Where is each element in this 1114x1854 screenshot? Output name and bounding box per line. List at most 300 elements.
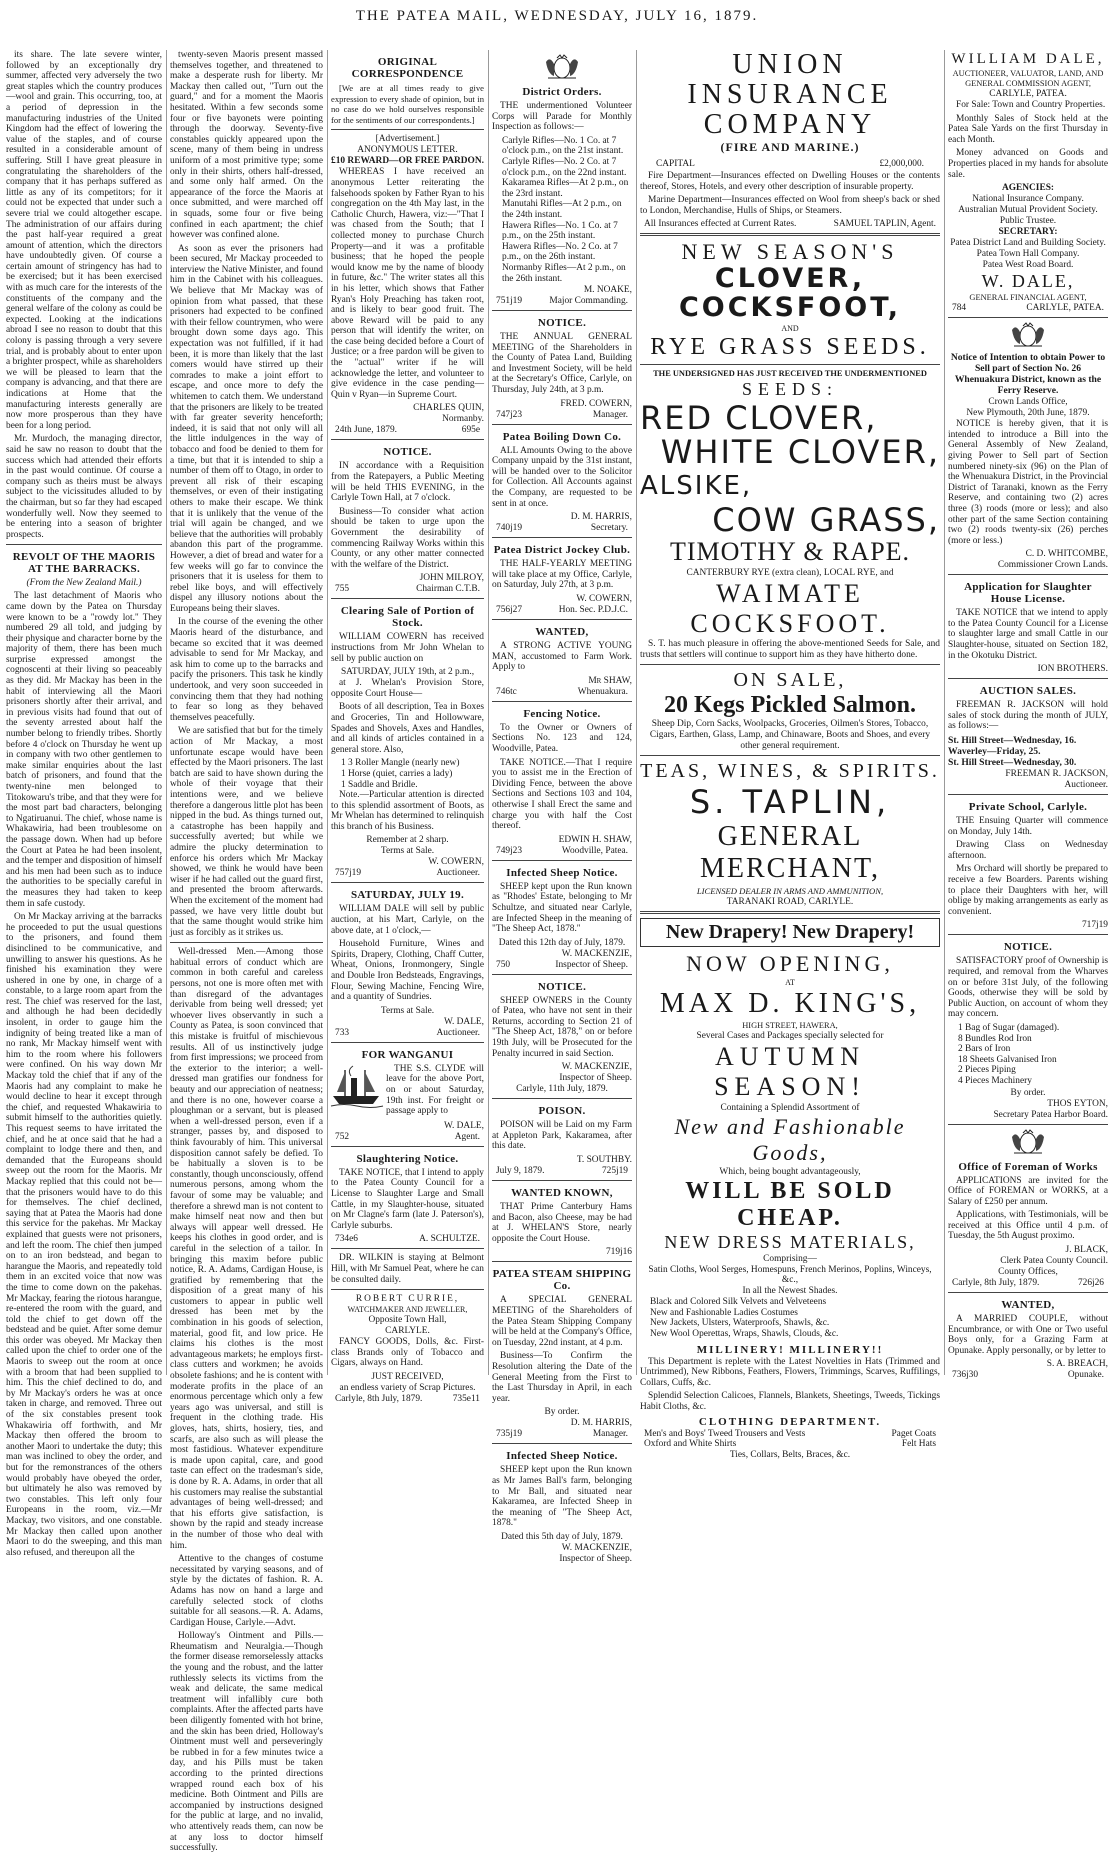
signature: FREEMAN R. JACKSON, (1005, 769, 1108, 780)
signature: W. MACKENZIE, (561, 1542, 632, 1553)
business-address: Opposite Town Hall, (368, 1315, 447, 1326)
list-item: 2 Bars of Iron (958, 1044, 1011, 1055)
display-line: AND (781, 324, 799, 334)
column-6 (946, 50, 1110, 1381)
ref-code: 751j19 (496, 296, 523, 307)
notice-body: THE undermentioned Volunteer Corps will Parade for Monthly Inspection as follows:— (492, 101, 632, 133)
ref-code: 740j19 (496, 523, 523, 534)
list-item: 18 Sheets Galvanised Iron (958, 1054, 1057, 1065)
list-item: National Insurance Company. (972, 194, 1084, 205)
notice-body: SATISFACTORY proof of Ownership is required, and removal from the Wharves on or before 31st July, of the following Goods, otherwise they will be sold by Public Auction, on account of whom they may concern. (948, 956, 1108, 1020)
divider (492, 310, 632, 311)
signature-title: Auctioneer. (436, 1027, 480, 1038)
display-line: NOW OPENING, (686, 951, 894, 977)
notice-heading: Slaughtering Notice. (356, 1152, 459, 1165)
display-line: CLOTHING DEPARTMENT. (698, 1415, 882, 1428)
divider (640, 233, 940, 236)
article-heading: REVOLT OF THE MAORIS AT THE BARRACKS. (12, 551, 156, 576)
insurance-agent: SAMUEL TAPLIN, Agent. (833, 219, 936, 230)
display-line: THE UNDERSIGNED HAS JUST RECEIVED THE UNDERMENTIONED (653, 369, 927, 379)
royal-crest-icon (1008, 322, 1048, 348)
display-line: NEW SEASON'S (681, 239, 899, 265)
signature-place: Woodville, Patea. (561, 845, 628, 856)
signature: W. MACKENZIE, (561, 948, 632, 959)
notice-body: Mrs Orchard will shortly be prepared to receive a few Boarders. Parents wishing to place their Daughters with her, will oblige by making arrangements as early as convenient. (948, 864, 1108, 917)
ref-code: 750 (496, 959, 511, 970)
notice-body: WILLIAM DALE will sell by public auction, at his Mart, Carlyle, on the above date, at 1 o'clock,— (331, 904, 484, 936)
merchant-name: S. TAPLIN, (689, 783, 891, 822)
signature: Mr SHAW, (588, 675, 632, 686)
display-line: HIGH STREET, HAWERA, (742, 1021, 838, 1031)
date: Carlyle, 8th July, 1879. (952, 1278, 1040, 1289)
column-rule (636, 50, 637, 1375)
divider (948, 794, 1108, 795)
divider (948, 1292, 1108, 1293)
divider (331, 1042, 484, 1043)
list-item: Australian Mutual Provident Society. (958, 205, 1098, 216)
ref-code: 726j26 (1077, 1278, 1104, 1289)
notice-body: THE HALF-YEARLY MEETING will take place at my Office, Carlyle, on Saturday, July 27th, at 3 p.m. (492, 559, 632, 591)
display-line: CANTERBURY RYE (extra clean), LOCAL RYE, and (686, 568, 894, 579)
list-item: Patea District Land and Building Society. (950, 238, 1106, 249)
divider (331, 598, 484, 599)
notice-heading: Notice of Intention to obtain Power to Sell part of Section No. 26 Whenuakura District, known as the Ferry Reserve. (950, 352, 1106, 397)
display-line: In all the Newest Shades. (742, 1286, 838, 1297)
notice-body: S. T. has much pleasure in offering the above-mentioned Seeds for Sale, and trusts that settlers will continue to support him as they have hitherto done. (640, 639, 940, 660)
sale-date: Waverley—Friday, 25. (948, 746, 1041, 758)
notice-heading: AUCTION SALES. (979, 685, 1077, 698)
notice-body: THE Ensuing Quarter will commence on Monday, July 14th. (948, 816, 1108, 837)
notice-body: SHEEP kept upon the Run known as Mr James Ball's farm, belonging to Mr Ball, and situated near Kakaramea, are Infected Sheep in the meaning of "The Sheep Act, 1878." (492, 1465, 632, 1529)
divider (492, 860, 632, 861)
notice-heading: Office of Foreman of Works (958, 1160, 1098, 1173)
signature: S. A. BREACH, (1046, 1359, 1108, 1370)
divider (492, 1180, 632, 1181)
notice-note: JUST RECEIVED, (371, 1371, 444, 1382)
column-3 (329, 50, 486, 1404)
notice-note: By order. (1010, 1087, 1046, 1098)
clothing-item: Ties, Collars, Belts, Braces, &c. (729, 1449, 851, 1460)
divider (331, 1248, 484, 1249)
date: Dated this 5th day of July, 1879. (501, 1531, 623, 1542)
business-town: CARLYLE. (385, 1326, 430, 1337)
signature: JOHN MILROY, (419, 573, 484, 584)
divider (640, 364, 940, 365)
letter-title: ANONYMOUS LETTER. (357, 145, 458, 156)
display-line: MILLINERY! MILLINERY!! (696, 1343, 884, 1356)
sale-date: St. Hill Street—Wednesday, 16. (948, 735, 1077, 747)
signature-title: Commissioner Crown Lands. (997, 560, 1108, 571)
signature-title: Manager. (592, 409, 628, 420)
divider (640, 664, 940, 665)
signature-title: Inspector of Sheep. (559, 1553, 632, 1564)
ref-code: 735j19 (496, 1429, 523, 1440)
column-2 (168, 50, 325, 1854)
advert-holloway: Holloway's Ointment and Pills.—Rheumatism and Neuralgia.—Though the former disease remorselessly attacks the young and the robust, and the latter ruthlessly selects its victims from the weak and delicate, the same medical treatment will infallibly cure both complaints. After the affected parts have been diligently fomented with hot brine, and the skin has been dried, Holloway's Ointment must well and perseveringly be rubbed in for a few minutes twice a day, and his Pills must be taken according to the printed directions wrapped round each box of his medicine. Both Ointment and Pills are accompanied by instructions designed for the public at large, and no invalid, who attentively reads them, can now be at any loss to doctor himself successfully. (170, 1631, 323, 1854)
notice-body: Note.—Particular attention is directed to this splendid assortment of Boots, as Mr Whelan has determined to relinquish this branch of his Business. (331, 790, 484, 832)
notice-heading: Infected Sheep Notice. (506, 866, 618, 879)
ref-code: 749j23 (496, 845, 523, 856)
notice-heading: FOR WANGANUI (361, 1048, 454, 1061)
ref-code: 725j19 (601, 1166, 628, 1177)
divider (948, 1124, 1108, 1125)
notice-body: APPLICATIONS are invited for the Office of FOREMAN or WORKS, at a Salary of £250 per annum. (948, 1175, 1108, 1207)
divider (492, 537, 632, 538)
divider (948, 934, 1108, 935)
ref-code: 747j23 (496, 409, 523, 420)
notice-body: TAKE NOTICE that we intend to apply to the Patea County Council for a License to slaughter large and small Cattle in our Slaughter-house, situated on Section 182, in the Okotuku District. (948, 608, 1108, 661)
notice-heading: SATURDAY, JULY 19. (351, 889, 464, 902)
divider (492, 701, 632, 702)
insurance-marine: Marine Department—Insurances effected on Wool from sheep's back or shed to London, Merchandise, Hulls of Ships, or Steamers. (640, 195, 940, 216)
clothing-item: Paget Coats (891, 1428, 936, 1439)
insurance-fire: Fire Department—Insurances effected on Dwelling Houses or the contents thereof, Stores, Hotels, and every other description of insurable property. (640, 171, 940, 192)
list-item: New Jackets, Ulsters, Waterproofs, Shawls, &c. (650, 1318, 830, 1329)
display-line: LICENSED DEALER IN ARMS AND AMMUNITION, (696, 886, 884, 897)
display-line: Comprising— (763, 1254, 817, 1265)
ref-code: 752 (335, 1131, 350, 1142)
display-line: Several Cases and Packages specially selected for (696, 1031, 884, 1042)
display-line: ON SALE, (733, 669, 847, 692)
date: New Plymouth, 20th June, 1879. (966, 408, 1090, 419)
notice-body: A SPECIAL GENERAL MEETING of the Shareholders of the Patea Steam Shipping Company will be held at the Company's Office, on Tuesday, 22nd instant, at 4 p.m. (492, 1295, 632, 1348)
notice-body: Drawing Class on Wednesday afternoon. (948, 840, 1108, 861)
divider (170, 942, 323, 943)
business-name: WILLIAM DALE, (951, 51, 1105, 67)
seed-timothy: TIMOTHY & RAPE. (669, 537, 911, 567)
notice-heading: Clearing Sale of Portion of Stock. (340, 605, 475, 630)
signature-title: Inspector of Sheep. (559, 1073, 632, 1084)
signature: D. M. HARRIS, (570, 512, 632, 523)
ref-code: 719j16 (605, 1247, 632, 1258)
signature: EDWIN H. SHAW, (558, 834, 632, 845)
signature: THOS EYTON, (1047, 1098, 1108, 1109)
divider (640, 911, 940, 914)
list-item: Hawera Rifles—No. 1 Co. at 7 p.m., on the 25th instant. (502, 220, 618, 242)
notice-body: Boots of all description, Tea in Boxes and Groceries, Tin and Hollowware, Spades and Shovels, Axes and Handles, and all kinds of articles contained in a general store. Also, (331, 702, 484, 755)
divider (492, 974, 632, 975)
notice-body: Splendid Selection Calicoes, Flannels, Blankets, Sheetings, Tweeds, Tickings Habit Cloths, &c. (640, 1391, 940, 1412)
notice-note: Terms at Sale. (380, 846, 435, 857)
display-line: 20 Kegs Pickled Salmon. (663, 692, 916, 719)
disclaimer: [We are at all times ready to give expression to every shade of opinion, but in no case do we hold ourselves responsible for the sentiments of our correspondents.] (331, 83, 484, 125)
business-trade: AUCTIONEER, VALUATOR, LAND, AND (952, 69, 1104, 78)
royal-crest-icon (542, 54, 582, 80)
list-item: Normanby Rifles—At 2 p.m., on the 26th instant. (502, 262, 626, 284)
notice-body: THE ANNUAL GENERAL MEETING of the Shareholders in the County of Patea Land, Building and Investment Society, will be held at the Secretary's Office, Carlyle, on Thursday, July 24th, at 3 p.m. (492, 332, 632, 396)
steamship-icon (331, 1064, 383, 1108)
section-heading: ORIGINAL CORRESPONDENCE (351, 56, 464, 80)
insurance-title: UNION INSURANCE COMPANY (687, 49, 893, 140)
notice-heading: WANTED, (1001, 1299, 1055, 1312)
business-name: ROBERT CURRIE, (355, 1294, 460, 1305)
signature-title: Chairman C.T.B. (416, 584, 480, 595)
divider (492, 1098, 632, 1099)
notice-heading: PATEA STEAM SHIPPING Co. (492, 1268, 632, 1293)
insurance-rates: All Insurances effected at Current Rates. (644, 219, 797, 230)
notice-note: Remember at 2 sharp. (366, 835, 449, 846)
notice-place: Crown Lands Office, (988, 397, 1068, 408)
signature: W. MACKENZIE, (561, 1062, 632, 1073)
divider (492, 619, 632, 620)
date: Carlyle, 11th July, 1879. (516, 1084, 608, 1095)
divider (331, 439, 484, 440)
signature-title: Hon. Sec. P.D.J.C. (558, 605, 628, 615)
list-item: 1 Saddle and Bridle. (341, 779, 418, 790)
ref-code: 757j19 (335, 868, 362, 879)
reward-title: £10 REWARD—OR FREE PARDON. (331, 156, 484, 167)
list-item: 2 Pieces Piping (958, 1065, 1016, 1076)
display-line: New and Fashionable Goods, (674, 1114, 906, 1166)
notice-body: DR. WILKIN is staying at Belmont Hill, with Mr Samuel Peat, where he can be consulted daily. (331, 1253, 484, 1285)
seed-red-clover: RED CLOVER, (640, 399, 878, 438)
signature: A. SCHULTZE. (419, 1234, 480, 1245)
business-trade: GENERAL COMMISSION AGENT, (965, 79, 1091, 88)
divider (492, 1261, 632, 1262)
notice-heading: NOTICE. (537, 317, 587, 330)
list-item: Patea West Road Board. (982, 260, 1074, 271)
signature-title: Inspector of Sheep. (555, 959, 628, 970)
signature-place: Opunake. (1067, 1370, 1104, 1381)
notice-body: Business—To Confirm the Resolution altering the Date of the General Meeting from the First to the Last Thursday in April, in each year. (492, 1351, 632, 1404)
list-item: 1 Bag of Sugar (damaged). (958, 1022, 1060, 1033)
notice-body: For Sale: Town and Country Properties. (956, 100, 1106, 110)
divider (331, 129, 484, 130)
divider (331, 1146, 484, 1147)
clothing-item: Oxford and White Shirts (644, 1438, 737, 1449)
display-line: WAIMATE COCKSFOOT. (690, 579, 890, 639)
list-item: Patea Town Hall Company. (976, 249, 1080, 260)
signature: W. COWERN, (576, 594, 632, 604)
list-item: Carlyle Rifles—No. 2 Co. at 7 o'clock p.m., on the 22nd instant. (502, 156, 627, 178)
seed-alsike: ALSIKE, (640, 471, 753, 502)
signature: M. NOAKE, (583, 285, 632, 296)
display-line: MAX D. KING'S, (659, 988, 921, 1020)
notice-note: an endless variety of Scrap Pictures. (339, 1382, 476, 1393)
notice-body: A MARRIED COUPLE, without Encumbrance, or with One or Two useful Boys only, for a Grazing Farm at Opunake. Apply personally, or by letter to (948, 1314, 1108, 1356)
display-line: New Drapery! New Drapery! (640, 918, 940, 947)
notice-body: Sheep Dip, Corn Sacks, Woolpacks, Groceries, Oilmen's Stores, Tobacco, Cigars, Earthen, Glass, Lamp, and Chinaware, Boots and Shoes, and every other general requirement. (649, 719, 931, 751)
notice-place: County Offices, (998, 1267, 1058, 1278)
notice-body: This Department is replete with the Latest Novelties in Hats (Trimmed and Untrimmed), New Ribbons, Feathers, Flowers, Trimmings, Scarves, Ruffilings, Collars, Cuffs, &c. (640, 1356, 940, 1388)
letter-body: WHEREAS I have received an anonymous Letter reiterating the falsehoods spoken by Father Ryan to his congregation on the 4th May last, in the Catholic Church, Hawera, viz:—"That I was chased from the South; that I collected money to purchase Church Property—and it was a profitable business; that he hoped the people would know me by the name of bloody in future, &c." The writer states all this in his letter, which shows that Father Ryan's Holy Preaching has taken root, and is likely to bear good fruit. The above Reward will be paid to any person that will identify the writer, on the case being decided before a Court of Justice; or a free pardon will be given to the "actual" writer if he will acknowledge the letter, and volunteer to give evidence in the case pending—Quin v Ryan—in Supreme Court. (331, 167, 484, 400)
display-line: TARANAKI ROAD, CARLYLE. (726, 897, 854, 908)
ref-code: 735e11 (452, 1393, 480, 1404)
notice-body: SHEEP kept upon the Run known as "Rhodes' Estate, belonging to Mr Schultze, and situated near Carlyle, are Infected Sheep in the meaning of "The Sheep Act, 1878." (492, 881, 632, 935)
ref-code: 734e6 (335, 1234, 358, 1245)
notice-body: at J. Whelan's Provision Store, opposite Court House— (331, 678, 484, 699)
display-line: TEAS, WINES, & SPIRITS. (640, 760, 940, 783)
signature: W. DALE, (443, 1016, 484, 1027)
list-item: Manutahi Rifles—At 2 p.m., on the 24th instant. (502, 199, 622, 220)
advert-well-dressed-2: Attentive to the changes of costume necessitated by varying seasons, and of style by the dictates of fashion. R. A. Adams has now on hand a large and carefully selected stock of cloths suitable for all seasons.—R. A. Adams, Cardigan House, Carlyle.—Advt. (170, 1554, 323, 1628)
capital-value: £2,000,000. (879, 159, 924, 169)
divider (331, 1289, 484, 1290)
notice-body: NOTICE is hereby given, that it is intended to introduce a Bill into the General Assembly of New Zealand, giving Power to Sell part of Section numbered ninety-six (96) on the Plan of the Whenuakura District, in the Provincial District of Taranaki, known as the Ferry Reserve, and containing two (2) acres three (3) roods (more or less); and also other part of the same Section containing two (2) roods twenty-six (26) perches (more or less.) (948, 419, 1108, 546)
column-rule (488, 50, 489, 1375)
list-item: Kakaramea Rifles—At 2 p.m., on the 23rd instant. (502, 178, 629, 199)
column-4 (490, 50, 634, 1564)
sale-date: SATURDAY, JULY 19th, at 2 p.m., (340, 667, 475, 678)
signature-title: Secretary. (590, 523, 628, 534)
royal-crest-icon (1008, 1129, 1048, 1155)
signature-place: Normanby. (442, 414, 484, 425)
article-source: (From the New Zealand Mail.) (26, 578, 142, 589)
notice-body: A STRONG ACTIVE YOUNG MAN, accustomed to Farm Work. Apply to (492, 641, 632, 673)
date: Dated this 12th day of July, 1879. (498, 937, 626, 948)
ref-code: 695e (461, 425, 480, 436)
display-line: Which, being bought advantageously, (719, 1167, 861, 1178)
article-paragraph: Mr. Murdoch, the managing director, said he saw no reason to doubt that the success which had attended their efforts in the past would continue. Of course a company such as theirs must be always subject to the vicissitudes alluded to by the chairman, but so far they had escaped wonderfully well. Now they seemed to be entering into a season of brighter prospects. (6, 434, 162, 540)
notice-heading: NOTICE. (537, 980, 587, 993)
notice-body: SHEEP OWNERS in the County of Patea, who have not sent in their Returns, according to Section 21 of "The Sheep Act, 1878," on or before 19th July, will be Prosecuted for the Penalty incurred in said Section. (492, 995, 632, 1059)
signature-place: Whenuakura. (577, 686, 628, 697)
signature: W. DALE, (443, 1120, 484, 1131)
business-town: CARLYLE, PATEA. (989, 89, 1067, 99)
signature: CHARLES QUIN, (413, 403, 484, 414)
signature-title: Manager. (592, 1429, 628, 1440)
notice-body: Business—To consider what action should be taken to urge upon the Government the desirability of commencing Railway Works within this County, or any other matter connected with the welfare of the District. (331, 506, 484, 570)
divider (948, 574, 1108, 575)
article-paragraph: twenty-seven Maoris present massed themselves together, and threatened to make a desperate rush for liberty. Mr Mackay then called out, "Turn out the guard," and for a moment the Maoris hesitated. Within a few seconds some four or five bayonets were pointing through the doorway. Seventy-five constables quickly appeared upon the scene, many of them being in undress uniform of a most primitive type; some only in their shirts, others half-dressed, and some only half armed. On the appearance of the force the Maoris at once submitted, and were marched off in squads, some four or five being confined in each apartment; the chief however was confined alone. (170, 50, 323, 241)
notice-heading: WANTED, (535, 626, 589, 638)
notice-body: THAT Prime Canterbury Hams and Bacon, also Cheese, may be had at J. WHELAN'S Store, nearly opposite the Court House. (492, 1202, 632, 1244)
notice-heading: Application for Slaughter House License. (964, 581, 1092, 606)
list-item: Black and Colored Silk Velvets and Velveteens (650, 1297, 827, 1308)
date: Carlyle, 8th July, 1879. (335, 1393, 423, 1404)
notice-heading: Fencing Notice. (523, 707, 601, 720)
column-1 (4, 50, 164, 1558)
article-paragraph: The last detachment of Maoris who came down by the Patea on Thursday were known to be a "rowdy lot." They numbered 29 all told, and judging by their physique and character borne by the majority of them, there has been much surprise expressed amongst the cognoscenti at their living so peaceably as they did. Mr Mackay has been in the habit of interviewing all the Maori prisoners shortly after their arrival, and in previous visits had found that out of the seventy arrested about half the number belong to friendly tribes. Shortly before 4 o'clock on Thursday he went up in company with two other gentlemen to make similar enquiries about the last batch of prisoners, and found that the twenty-nine men belonged to Titokowaru's tribe, and that they were for the most part bad characters, belonging to Ngatiruanui. The chief, whose name is Whakawiria, had been troublesome on the passage down. When had up before the Court at Patea he had been insolent, and the temper and disposition of himself and his men had been such as to induce the authorities to be specially careful in the measures they had taken to keep them in safe custody. (6, 591, 162, 909)
notice-heading: NOTICE. (1003, 941, 1053, 954)
notice-body: FANCY GOODS, Dolls, &c. First-class Brands only of Tobacco and Cigars, always on Hand. (331, 1337, 484, 1369)
article-paragraph: As soon as ever the prisoners had been secured, Mr Mackay proceeded to interview the Native Minister, and found him in the Cabinet with his colleagues. We believe that Mr Mackay was of opinion from what passed, that these prisoners had expected to be confined with their fellow countrymen, who were brought down some days ago. This expectation was not fulfilled, if it had been, it is more than likely that the last comers would have stirred up their comrades to make a joint effort to escape, and once more to defy the whitemen to catch them. We understand that the prisoners are likely to be treated with far greater severity henceforth; indeed, it is said that not only will all the little indulgences in the way of tobacco and food be denied to them for a time, but that it is intended to ship a number of them off to Otago, in order to prevent all risk of their escaping themselves, or even of their instigating others to make their escape. We think that it is unlikely that the venue of the trial will again be changed, and we believe that the authorities will probably abandon this part of the programme. However, a diet of bread and water for a few weeks will go far to convince the prisoners that it is useless for them to rebel like boys, and will effectively dispel any illusory notions about the Europeans being their slaves. (170, 243, 323, 614)
signature: C. D. WHITCOMBE, (1025, 549, 1108, 560)
signature: J. BLACK, (1065, 1245, 1108, 1256)
list-item: New Wool Operettas, Wraps, Shawls, Clouds, &c. (650, 1328, 839, 1339)
signature-title: Auctioneer. (1064, 780, 1108, 791)
notice-heading: District Orders. (522, 86, 602, 98)
capital-label: CAPITAL (656, 159, 695, 169)
list-item: Hawera Rifles—No. 2 Co. at 7 p.m., on the 26th instant. (502, 241, 618, 263)
list-item: 8 Bundles Rod Iron (958, 1033, 1032, 1044)
seed-white-clover: WHITE CLOVER, (660, 433, 940, 472)
notice-body: ALL Amounts Owing to the above Company unpaid by the 31st instant, will be handed over to the Solicitor for Collection. All Accounts against the Company, are requested to be sent in at once. (492, 445, 632, 509)
signature-title: Major Commanding. (549, 296, 628, 307)
advert-label: [Advertisement.] (375, 134, 440, 145)
display-line: SEEDS: (741, 379, 838, 400)
notice-body: TAKE NOTICE, that I intend to apply to the Patea County Council for a License to Slaughter Large and Small Cattle, in my Slaughter-house, situated on Mr Clagne's farm (late J. Paterson's), Carlyle suburbs. (331, 1167, 484, 1231)
display-line: NEW DRESS MATERIALS, (664, 1232, 916, 1253)
advert-well-dressed: Well-dressed Men.—Among those habitual errors of conduct which are common in both careful and careless persons, not one is more often met with than disregard of the advantages derivable from being well dressed; yet whoever lives observantly in such a County as Patea, is soon convinced that this mistake is fruitful of mischievous results. All of us instinctively judge from first impressions; we proceed from the exterior to the interior; a well-dressed man gratifies our fondness for beauty and our appreciation of neatness; and there is no one, however coarse a ploughman or a servant, but is pleased when a well-dressed person, even if a stranger, passes by, and disposed to think favourably of him. This universal disposition cannot safely be defied. To be habitually a sloven is to be constantly, though unconsciously, offend numerous persons, among whom the favour of some may be valuable; and therefore a shrewd man is not content to make himself neat now and then but always will appear well dressed. He keeps his clothes in good order, and is careful in the selection of a tailor. In bringing this maxim before public notice, R. A. Adams, Cardigan House, is gratified by remembering that the disposition of a great many of his customers to appear in public well dressed has been met by the combination in his goods of selection, material, good fit, and low price. He claims his clothes is the most advantageous markets; he employs first-class cutters and workmen; he avoids obsolete fashions; and he is content with moderate profits in the place of an enormous percentage which only a few years ago was universal, and still is frequent in the clothing trade. His gloves, hats, shirts, hosiery, ties, and scarfs, are also such as will please the most fastidious. Whatever expenditure is made upon capital, care, and good taste can effect on the tradesman's side, is done by R. A. Adams, in order that all his customers may realise the substantial advantages of being well-dressed; and that his efforts give satisfaction, is shown by the rapid and steady increase in the number of those who deal with him. (170, 947, 324, 1551)
article-paragraph: We are satisfied that but for the timely action of Mr Mackay, a most unfortunate escape would have been effected by the Maori prisoners. The last batch are said to have shown during the whole of their voyage that their intentions were, and we believe therefore a dangerous little plot has been nipped in the bud. As things turned out, a catastrophe has been happily and successfully averted; but while we admire the plucky determination to enforce his orders which Mr Mackay showed, we think he would have been wiser if he had called out the guard first, and presented the broom afterwards. When the excitement of the moment had passed, we have very little doubt but that the same thought would strike him just as forcibly as it strikes us. (170, 726, 323, 938)
notice-note: Terms at Sale. (380, 1005, 435, 1016)
signature: T. SOUTHBY. (576, 1155, 632, 1166)
signature: D. M. HARRIS, (570, 1418, 632, 1429)
notice-body: Household Furniture, Wines and Spirits, Drapery, Clothing, Chaff Cutter, Wheat, Onions, Ironmongery, Single and Double Iron Bedsteads, Engravings, Flour, Sewing Machine, Fencing Wire, and a quantity of Sundries. (331, 939, 484, 1003)
display-line: Satin Cloths, Wool Serges, Homespuns, French Merinos, Poplins, Winceys, &c., (648, 1265, 932, 1286)
notice-heading: Patea Boiling Down Co. (502, 430, 622, 443)
ref-code: 736j30 (952, 1370, 979, 1381)
column-rule (944, 50, 945, 1375)
display-line: AUTUMN SEASON! (714, 1042, 866, 1102)
notice-body: FREEMAN R. JACKSON will hold sales of stock during the month of JULY, as follows:— (948, 700, 1108, 732)
signature-title: Auctioneer. (436, 868, 480, 879)
business-name: W. DALE, (981, 271, 1075, 292)
notice-heading: POISON. (538, 1105, 586, 1118)
article-paragraph: its share. The late severe winter, followed by an exceptionally dry summer, affected very adversely the two great staples which the country produces—wool and grain. This occurring, too, at a period of depression in the manufacturing industries of the United Kingdom had the effect of lowering the value of the staples, and of course resulted in a considerable amount of suffering. Still I have great pleasure in congratulating the shareholders of the company that it has perhaps suffered as little as any of its competitors; for it could not be expected that under such a severe trial we could altogether escape. The administration of our affairs during the past half-year required a great amount of attention, which the directors have undoubtedly given. Of course a certain amount of stringency has had to be exercised; but it has been exercised with as much care for the interests of the constituents of the company and the general welfare of the colony as could be expected. Looking at the indications abroad I see no reason to doubt that this colony is passing through a very severe trial, and is probably about to enter upon a brighter prospect, while as shareholders we will be pleased to learn that the company is advancing, and that there are indications at Home that the manufacturing interests generally are now more prosperous than they have been for a long period. (6, 50, 162, 431)
column-rule (166, 50, 167, 1375)
display-line: RYE GRASS SEEDS. (650, 334, 930, 361)
business-trade: GENERAL FINANCIAL AGENT, (969, 293, 1087, 303)
notice-heading: WANTED KNOWN, (511, 1187, 613, 1200)
notice-heading: NOTICE. (383, 446, 432, 459)
list-item: Carlyle Rifles—No. 1 Co. at 7 o'clock p.m., on the 21st instant. (502, 135, 624, 157)
divider (948, 317, 1108, 318)
column-rule (327, 50, 328, 1375)
display-line: CLOVER, COCKSFOOT, (678, 263, 902, 323)
clothing-item: Felt Hats (901, 1438, 936, 1449)
signature: ION BROTHERS. (1037, 664, 1108, 675)
ref-code: 733 (335, 1027, 350, 1038)
signature-title: Agent. (454, 1131, 480, 1142)
article-paragraph: In the course of the evening the other Maoris heard of the disturbance, and became so excited that it was deemed advisable to send for Mr Mackay, and ask him to come up to the barracks and pacify the prisoners. This task he kindly undertook, and very soon succeeded in convincing them that they had nothing to fear so long as they behaved themselves peacefully. (170, 617, 323, 723)
section-label: SECRETARY: (998, 227, 1058, 238)
display-line: AT (785, 978, 795, 988)
ref-code: 717j19 (1081, 920, 1108, 931)
business-trade: WATCHMAKER AND JEWELLER, (347, 1305, 468, 1315)
display-line: WILL BE SOLD CHEAP. (685, 1178, 895, 1232)
list-item: 1 3 Roller Mangle (nearly new) (341, 758, 460, 769)
ref-code: 756j27 (496, 605, 523, 615)
list-item: 4 Pieces Machinery (958, 1075, 1032, 1086)
column-5 (638, 49, 942, 1460)
divider (640, 755, 940, 756)
notice-heading: Infected Sheep Notice. (506, 1450, 618, 1463)
notice-body: Money advanced on Goods and Properties placed in my hands for absolute sale. (948, 148, 1108, 180)
notice-body: THE S.S. CLYDE will leave for the above Port, on or about Saturday, 19th inst. For freight or passage apply to (386, 1063, 484, 1117)
notice-body: TAKE NOTICE.—That I require you to assist me in the Erection of Dividing Fence, between the above Sections and Sections 103 and 104, otherwise I shall Erect the same and charge you with half the Cost thereof. (492, 757, 632, 832)
clothing-item: Men's and Boys' Tweed Trousers and Vests (644, 1428, 806, 1439)
list-item: 1 Horse (quiet, carries a lady) (341, 768, 453, 779)
notice-note: By order. (544, 1407, 580, 1418)
seed-cow-grass: COW GRASS, (712, 501, 940, 540)
sale-date: St. Hill Street—Wednesday, 30. (948, 757, 1077, 769)
notice-heading: Patea District Jockey Club. (493, 544, 631, 557)
divider (492, 424, 632, 425)
signature: FRED. COWERN, (560, 398, 632, 409)
notice-body: WILLIAM COWERN has received instructions from Mr John Whelan to sell by public auction on (331, 632, 484, 664)
list-item: New and Fashionable Ladies Costumes (650, 1307, 798, 1318)
signature-title: Clerk Patea County Council. (1000, 1256, 1108, 1267)
section-label: AGENCIES: (1001, 183, 1055, 194)
masthead: THE PATEA MAIL, WEDNESDAY, JULY 16, 1879. (355, 8, 759, 24)
insurance-subtitle: (FIRE AND MARINE.) (720, 140, 860, 154)
signature: W. COWERN, (428, 857, 484, 868)
date: July 9, 1879. (496, 1166, 545, 1177)
business-town: CARLYLE, PATEA. (1026, 303, 1104, 314)
display-line: Containing a Splendid Assortment of (720, 1103, 860, 1114)
divider (331, 882, 484, 883)
signature-title: Secretary Patea Harbor Board. (993, 1109, 1108, 1120)
display-line: GENERAL MERCHANT, (699, 821, 881, 885)
notice-body: POISON will be Laid on my Farm at Appleton Park, Kakaramea, after this date. (492, 1120, 632, 1152)
ref-code: 784 (952, 303, 967, 314)
ref-code: 746tc (496, 686, 517, 697)
notice-body: IN accordance with a Requisition from the Ratepayers, a Public Meeting will be held THIS EVENING, in the Carlyle Town Hall, at 7 o'clock. (331, 461, 484, 504)
notice-body: Applications, with Testimonials, will be received at this Office until 4 p.m. of Tuesday, the 5th August proximo. (948, 1210, 1108, 1242)
article-paragraph: On Mr Mackay arriving at the barracks he proceeded to put the usual questions to the prisoners, and found them disinclined to be communicative, and unwilling to answer his questions. As he finished his examination they were ushered in one by one, in charge of a constable, to a large room apart from the rest. The chief was reserved for the last, and although he had been decidedly insolent, in order to gauge him the indignity of being treated like a man of no rank, Mr Mackay himself went with him to the room where his followers were confined. On his way down Mr Mackay told the chief that if any of the Maoris had any complaint to make he would decline to hear it except through the chief, and requested Whakawiria to submit himself to the authorities quietly. This request seems to have irritated the chief, and he at once said that he had a complaint to lodge there and then, and demanded that the Europeans should sweep out the room for the Maoris. Mr Mackay replied that this could not be—that the prisoners would have to do this for themselves. The chief declined, saying that at Patea the Maoris had done this service for the pakehas. Mr Mackay explained that guests were not prisoners, and left the room. The chief then jumped on to an iron bedstead, and began to harangue the Maoris, and repeatedly told them in an excited voice that now was the time to come down on the pakehas. Mr Mackay, fearing the riotous harangue, re-entered the room with the guard, and told the chief to get down off the bedstead and be quiet. After some demur this order was obeyed. Mr Mackay then called upon the chief to order one of the Maoris to sweep out the room at once with a broom that had been supplied to him. This the chief declined to do, and by Mr Mackay's orders he was at once taken in charge, and removed. Three out of the six constables present took Whakawiria off forthwith, and Mr Mackay then offered the broom to another Maori to undertake the duty; this man was inclined to obey the order, and but for the remonstrances of the others would probably have obeyed the order, but ultimately he also was removed by two constables. This left only four Europeans in the room, viz.—Mr Mackay, two visitors, and one constable. Mr Mackay then called upon another Maori to do the sweeping, and this man also refused, and thereupon all the (6, 912, 162, 1558)
